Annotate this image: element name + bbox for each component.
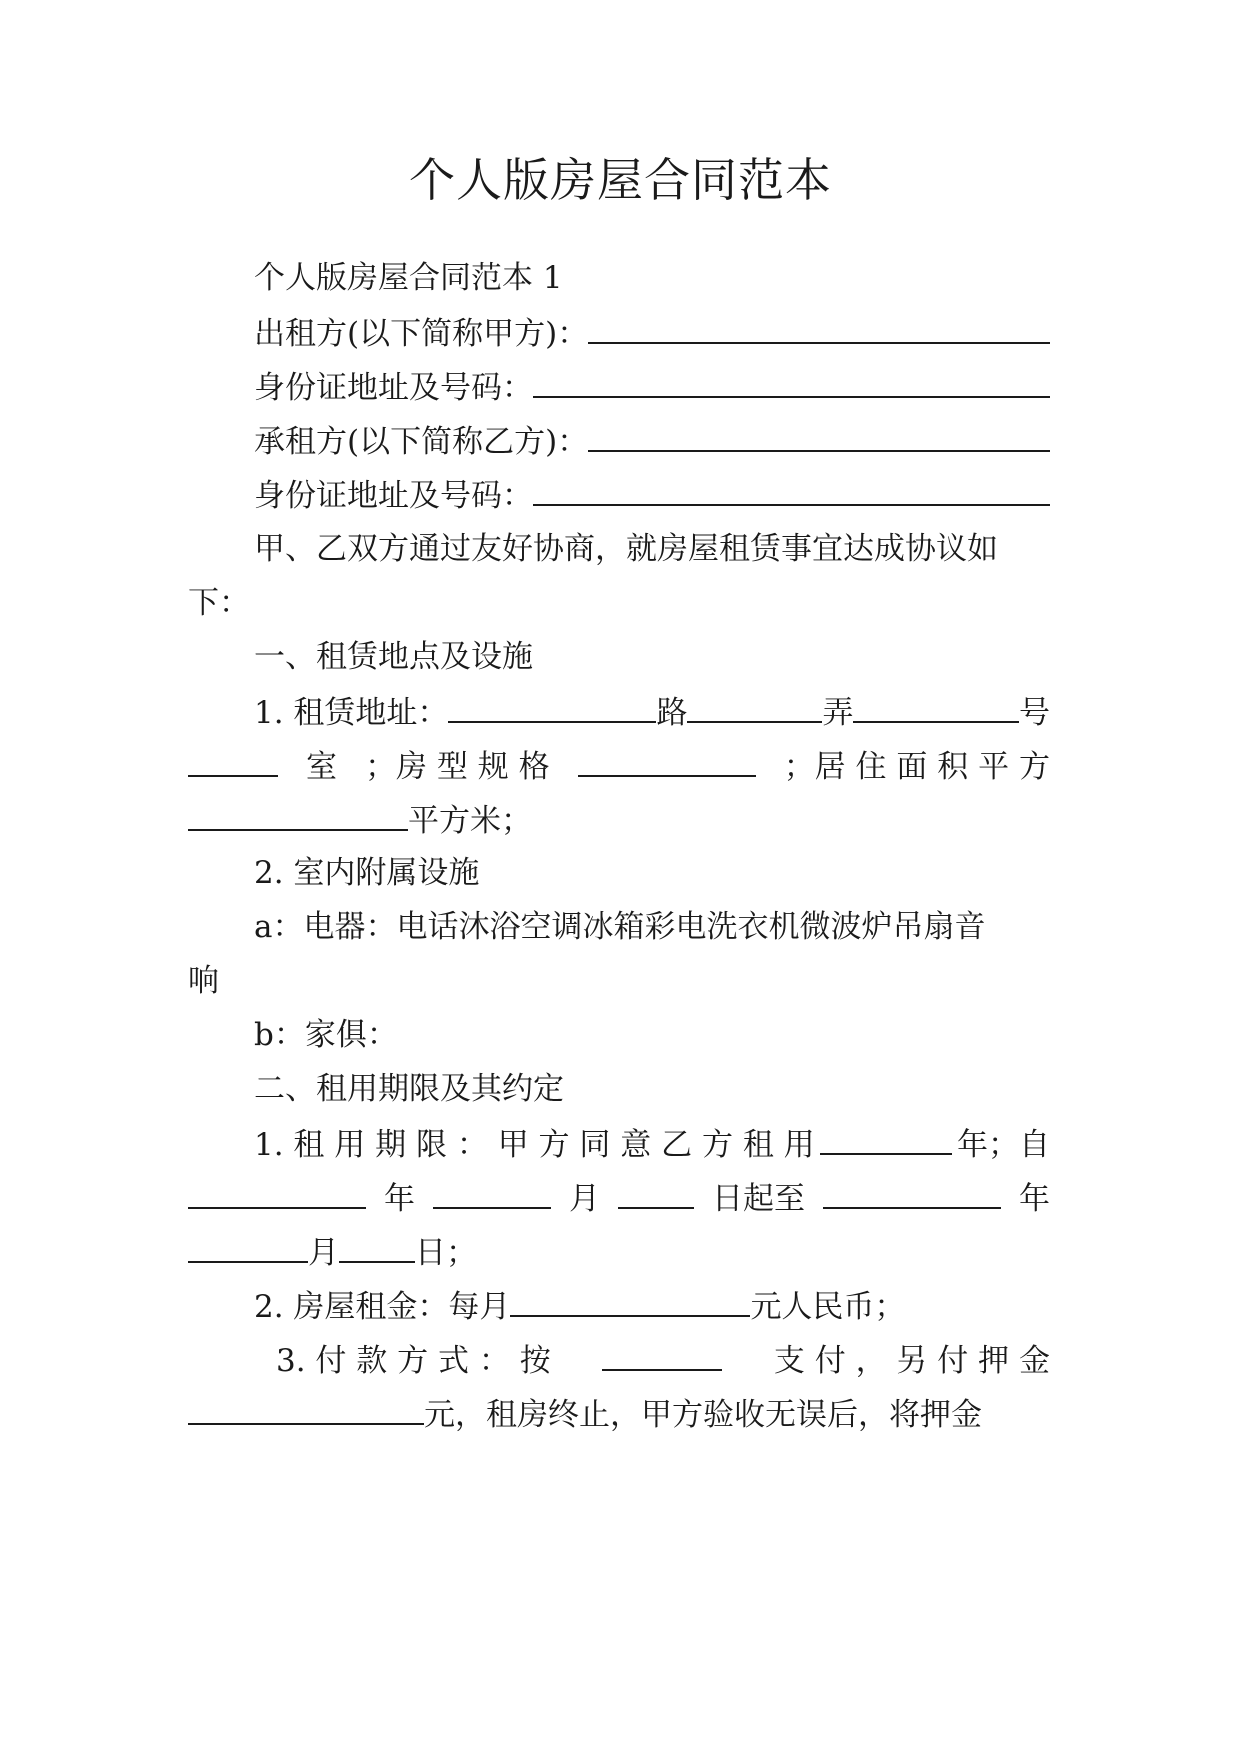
lessee-line: [254, 418, 1050, 464]
start-day-blank: [618, 1175, 694, 1209]
area-blank: [188, 797, 408, 831]
furniture-line: b：家俱：: [254, 1017, 398, 1053]
payment-method-blank: [602, 1337, 722, 1371]
end-month-blank: [188, 1229, 308, 1263]
lessor-line: [254, 310, 1050, 356]
term-dates-line: [188, 1175, 1050, 1221]
rent-line: [254, 1283, 1050, 1329]
type-blank: [578, 743, 756, 777]
payment-mid: 支 付 ， 另 付 押 金: [773, 1343, 1050, 1379]
lane-label: 弄: [822, 695, 854, 731]
start-day-label: 日起至: [712, 1181, 805, 1217]
section-2-heading: 二、租用期限及其约定: [254, 1071, 564, 1107]
start-year-label: 年: [384, 1181, 415, 1217]
lessee-label: 承租方(以下简称乙方)：: [254, 424, 589, 460]
address-label: 1. 租赁地址：: [254, 695, 449, 731]
payment-line: [276, 1337, 1050, 1383]
deposit-line: [188, 1391, 1050, 1437]
rent-label: 2. 房屋租金：每月: [254, 1289, 511, 1325]
intro-line-2: 下：: [188, 585, 250, 621]
lessor-id-label: 身份证地址及号码：: [254, 370, 533, 406]
room-blank: [188, 743, 278, 777]
area-line: [188, 797, 1050, 843]
appliances-line-1: a：电器：电话沐浴空调冰箱彩电洗衣机微波炉吊扇音: [254, 909, 986, 945]
start-month-label: 月: [569, 1181, 600, 1217]
deposit-tail: 元，租房终止，甲方验收无误后，将押金: [424, 1397, 982, 1433]
area-label: ；居 住 面 积 平 方: [783, 749, 1050, 785]
room-label: 室: [306, 749, 338, 785]
lessor-id-line: [254, 364, 1050, 410]
number-label: 号: [1019, 695, 1050, 731]
road-label: 路: [656, 695, 688, 731]
lessor-blank: [588, 310, 1050, 344]
appliances-line-2: 响: [188, 963, 219, 999]
room-line: [188, 743, 1050, 789]
subtitle: 个人版房屋合同范本 1: [254, 260, 563, 296]
lessor-label: 出租方(以下简称甲方)：: [254, 316, 589, 352]
lessor-id-blank: [533, 364, 1050, 398]
lane-blank: [687, 689, 822, 723]
term-years-blank: [820, 1121, 952, 1155]
end-month-label: 月: [308, 1235, 339, 1271]
rent-unit: 元人民币；: [750, 1289, 906, 1325]
sqm-label: 平方米；: [408, 803, 532, 839]
page-title: 个人版房屋合同范本: [409, 153, 832, 207]
lessee-blank: [588, 418, 1050, 452]
payment-label: 3. 付 款 方 式 ： 按: [276, 1343, 551, 1379]
section-1-heading: 一、租赁地点及设施: [254, 639, 533, 675]
end-day-label: 日；: [415, 1235, 477, 1271]
start-month-blank: [433, 1175, 551, 1209]
road-blank: [448, 689, 656, 723]
start-year-blank: [188, 1175, 366, 1209]
end-day-blank: [339, 1229, 415, 1263]
type-label: ；房 型 规 格: [365, 749, 550, 785]
intro-line-1: 甲、乙双方通过友好协商，就房屋租赁事宜达成协议如: [254, 531, 998, 567]
end-year-label: 年: [1019, 1181, 1050, 1217]
deposit-blank: [188, 1391, 424, 1425]
lessee-id-blank: [533, 472, 1050, 506]
end-year-blank: [823, 1175, 1001, 1209]
rent-blank: [510, 1283, 750, 1317]
lessee-id-line: [254, 472, 1050, 518]
lessee-id-label: 身份证地址及号码：: [254, 478, 533, 514]
term-end-line: [188, 1229, 1050, 1275]
facilities-heading: 2. 室内附属设施: [254, 855, 480, 891]
term-line: [254, 1121, 1050, 1167]
number-blank: [853, 689, 1019, 723]
address-line: [254, 689, 1050, 735]
term-from-label: 年；自: [957, 1127, 1050, 1163]
term-label: 1. 租 用 期 限 ： 甲 方 同 意 乙 方 租 用: [254, 1127, 815, 1163]
